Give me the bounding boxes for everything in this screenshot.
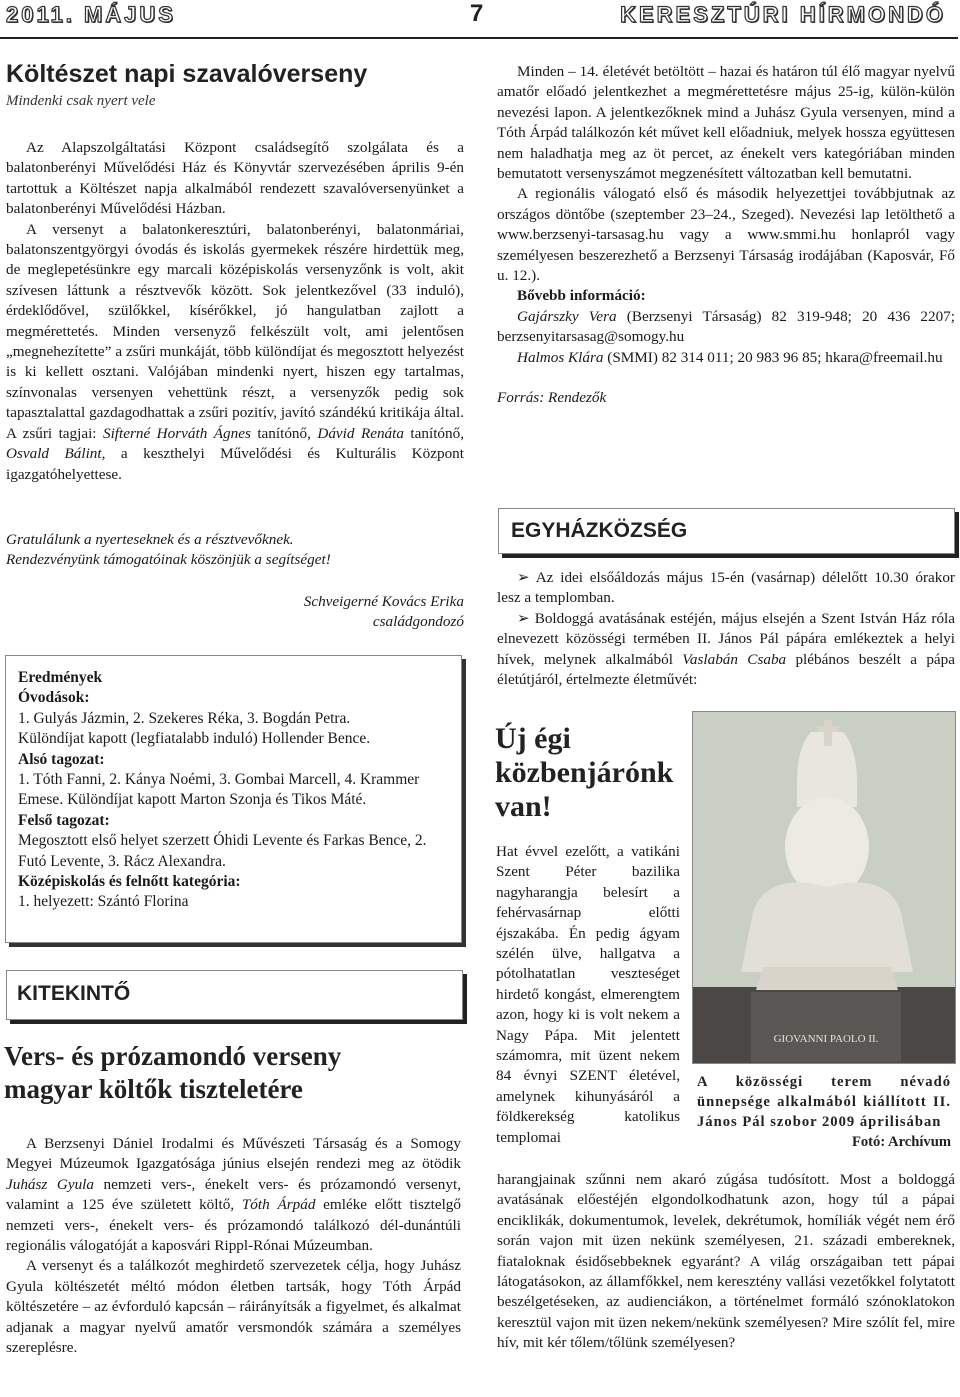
arrow-bullet-icon: ➢ (517, 609, 535, 627)
category-label: Felső tagozat: (18, 811, 110, 829)
article-subtitle: Mindenki csak nyert vele (6, 93, 156, 109)
bullet-item: ➢ Boldoggá avatásának estéjén, május elsején a Szent István Ház róla elnevezett közösségi termében II. János Pál pápára emlékeztek a helyi hívek, melynek alkalmából Vaslabán Csaba plébános beszélt a pápa életútjáról, értelmezte életművét: (497, 609, 956, 689)
page-number: 7 (470, 0, 484, 27)
contact: Gajárszky Vera (Berzsenyi Társaság) 82 319-948; 20 436 2207; berzsenyitarsasag@somogy.hu (497, 307, 955, 346)
photo-credit: Fotó: Archívum (851, 1134, 951, 1150)
paragraph: A versenyt a balatonkeresztúri, balatonberényi, balatonmáriai, balatonszentgyörgyi óvodás és iskolás gyermekek részére hirdettük meg, de meglepetésünkre egy marcali középiskolás versenyzőnk is volt, akit szívesen láttunk a résztvevők között. Sok jelentkezővel (33 induló), érdeklődővel, szülőkkel, kísérőkkel, jó hangulatban zajlott a megmérettetés. Minden versenyző felkészült volt, ami jelentősen „megnehezítette” a zsűri munkáját, több különdíjat és megosztott helyezést is ki kellett osztani. Valójában mindenki nyert, hiszen egy tartalmas, színvonalas versenyen vehettünk részt, a versenyzők pedig sok tapasztalattal gazdagodhattak a zsűri pozitív, javító szándékú kritikája által. A zsűri tagjai: Sifterné Horváth Ágnes tanítónő, Dávid Renáta tanítónő, Osvald Bálint, a keszthelyi Művelődési és Kulturális Központ igazgatóhelyettese. (6, 220, 464, 483)
paragraph: A versenyt és a találkozót meghirdető szervezetek célja, hogy Juhász Gyula költészetét méltó módon életben tartsák, hogy Tóth Árpád költészetére – az évforduló kapcsán – ráirányítsák a figyelmet, és alkalmat adjanak a magyar nyelvű amatőr versmondók számára a személyes szereplésre. (6, 1257, 461, 1357)
results-box (5, 655, 462, 943)
category-label: Középiskolás és felnőtt kategória: (18, 873, 241, 891)
results-title: Eredmények (18, 669, 103, 686)
section-box-kitekinto (6, 970, 463, 1020)
info-heading: Bővebb információ: (517, 287, 646, 305)
source-note: Forrás: Rendezők (497, 389, 607, 407)
bullet-item: ➢ Az idei elsőáldozás május 15-én (vasárnap) délelőtt 10.30 órakor lesz a templomban. (497, 569, 955, 607)
kitekinto-title: Vers- és prózamondó verseny magyar költők tiszteletére (4, 1041, 342, 1104)
thanks-note: Gratulálunk a nyerteseknek és a résztvevőknek. Rendezvényünk támogatóinak köszönjük a segítséget! (6, 531, 331, 569)
signature: Schveigerné Kovács Erika családgondozó (303, 593, 464, 631)
kitekinto-body (6, 1134, 461, 1358)
section-label: EGYHÁZKÖZSÉG (511, 519, 688, 542)
result-line: 1. Tóth Fanni, 2. Kánya Noémi, 3. Gombai Marcell, 4. Krammer Emese. Különdíjat kapott Marton Szonja és Tikos Máté. (18, 771, 420, 809)
result-line: 1. Gulyás Jázmin, 2. Szekeres Réka, 3. Bogdán Petra. (18, 709, 351, 727)
jury-name: Dávid Renáta (317, 424, 404, 442)
article-body (6, 138, 464, 485)
jury-name: Osvald Bálint (6, 445, 102, 463)
pope-bust-image (693, 712, 955, 1063)
parish-news (497, 568, 955, 690)
article-title: Költészet napi szavalóverseny (6, 60, 368, 88)
story-part-2: harangjainak szűnni nem akaró zúgása tudósított. Most a boldoggá avatásának előestéjén elgondolkodhatunk azon, hogy túl a pápai enciklikák, dokumentumok, levelek, dekrétumok, homíliák végét nem érő során vajon mit üzen nekünk személyesen, 21. századi embereknek, fiataloknak ésidősebbeknek egyaránt? A világ országaiban tett pápai látogatásokon, az államfőkkel, nem keresztény vallási vezetőkkel folytatott beszélgetéseken, az audienciákon, a történelmet formáló szónoklatokon keresztül vajon mit üzen nekem/nekünk személyesen? Mire szólít fel, mire hív, mit kér tőlem/tőlünk személyesen? (497, 1171, 955, 1352)
arrow-bullet-icon: ➢ (517, 569, 536, 586)
paragraph: A Berzsenyi Dániel Irodalmi és Művészeti Társaság és a Somogy Megyei Múzeumok Igazgatósága június elsején rendezi meg az ötödik Juhász Gyula nemzeti vers-, énekelt vers- és prózamondó versenyt, valamint a 125 éve született költő, Tóth Árpád emléke előtt tisztelgő nemzeti vers-, énekelt vers- és prózamondó találkozó dél-dunántúli regionális válogatóját a kaposvári Rippl-Rónai Múzeumban. (6, 1135, 461, 1255)
header-rule (0, 37, 958, 39)
plaque-text: GIOVANNI PAOLO II. (773, 1033, 879, 1045)
issue-date: 2011. MÁJUS (6, 2, 176, 27)
photo-caption: A közösségi terem névadó ünnepsége alkalmából kiállított II. János Pál szobor 2009 áprilisában Fotó: Archívum (697, 1074, 951, 1150)
section-label: KITEKINTŐ (17, 982, 131, 1005)
newspaper-name: KERESZTÚRI HÍRMONDÓ (620, 2, 946, 27)
category-label: Alsó tagozat: (18, 750, 105, 768)
paragraph: Az Alapszolgáltatási Központ családsegítő szolgálata és a balatonberényi Művelődési Ház és Könyvtár szervezésében április 9-én tartottuk a Költészet napja alkalmából rendezett szavalóversenyünket a balatonberényi Művelődési Házban. (6, 139, 464, 218)
result-line: Különdíjat kapott (legfiatalabb induló) Hollender Bence. (18, 730, 371, 748)
right-column-body (497, 62, 955, 409)
paragraph: A regionális válogató első és második helyezettjei továbbjutnak az országos döntőbe (szeptember 23–24., Szeged). Nevezési lap letölthető a www.berzsenyi-tarsasag.hu vagy a www.smmi.hu honlapról vagy személyesen beszerezhető a Berzsenyi Társaság irodájában (Kaposvár, Fő u. 12.). (497, 185, 955, 285)
section-box-egyhazkozseg (498, 508, 955, 554)
feature-title: Új égi közbenjárónk van! (495, 722, 674, 823)
story-part-1: Hat évvel ezelőtt, a vatikáni Szent Péter bazilika nagyharangja belesírt a fehérvasárnap előtti éjszakába. Én pedig ágyam szélén ülve, hallgatva a pótolhatatlan veszteséget hirdető kongást, elmerengtem azon, hogy ki is volt nekem a Nagy Pápa. Mit jelentett számomra, mit üzent nekem 84 évnyi SZENT életével, amelynek kihunyásáról a földkerekség katolikus templomai (496, 843, 680, 1146)
paragraph: Minden – 14. életévét betöltött – hazai és határon túl élő magyar nyelvű amatőr előadó jelentkezhet a megmérettetésre május 25-ig, külön-külön nevezési lapon. A jelentkezőknek mind a Juhász Gyula versenyen, mind a Tóth Árpád találkozón két művet kell előadniuk, melyek hossza együttesen nem haladhatja meg az öt percet, az énekelt vers kategóriában minden bemutatott versenyszámot megzenésített változatban kell bemutatni. (497, 63, 955, 183)
contact: Halmos Klára (SMMI) 82 314 011; 20 983 96 85; hkara@freemail.hu (517, 348, 943, 366)
result-line: 1. helyezett: Szántó Florina (18, 893, 189, 911)
jury-name: Sifterné Horváth Ágnes (102, 424, 251, 442)
category-label: Óvodások: (18, 689, 90, 707)
bust-photo (692, 711, 956, 1064)
result-line: Megosztott első helyet szerzett Óhidi Levente és Farkas Bence, 2. Futó Levente, 3. Rácz Alexandra. (18, 832, 427, 870)
